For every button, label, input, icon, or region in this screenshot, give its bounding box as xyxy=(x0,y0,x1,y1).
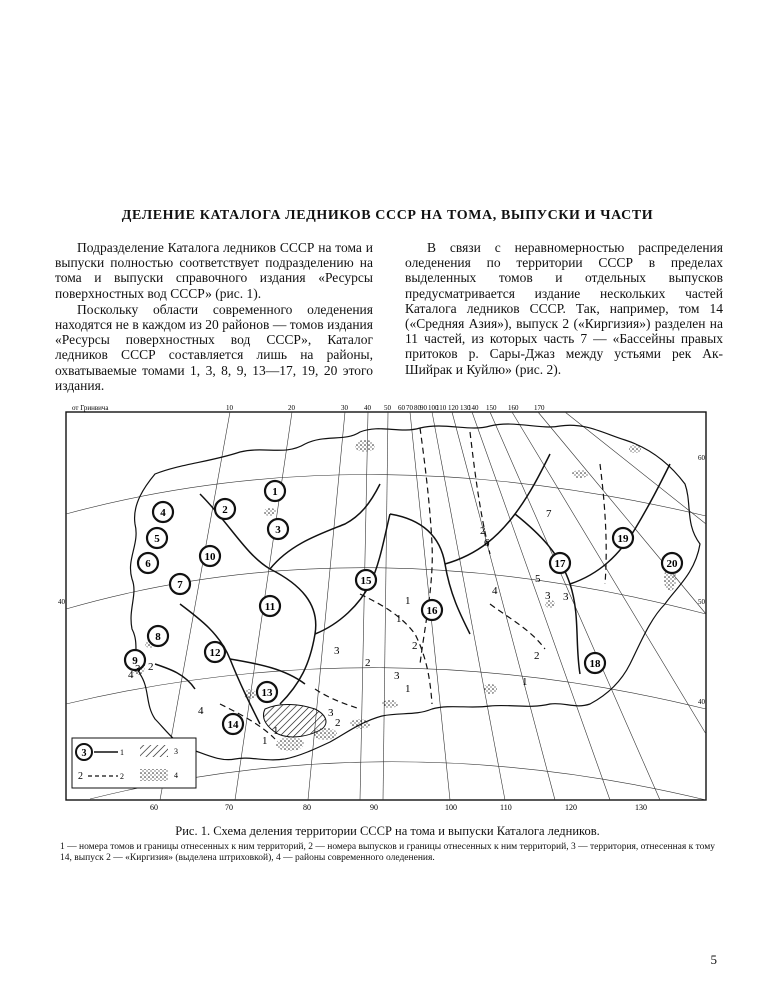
volume-number: 6 xyxy=(145,558,151,570)
issue-number: 3 xyxy=(334,645,340,657)
top-tick-label: 30 xyxy=(341,404,348,412)
issue-number: 2 xyxy=(534,650,540,662)
issue-number: 3 xyxy=(394,670,400,682)
left-column xyxy=(55,240,373,394)
top-tick-label: 50 xyxy=(384,404,391,412)
issue-number: 3 xyxy=(563,591,569,603)
issue-number: 3 xyxy=(135,663,141,675)
map-legend xyxy=(72,738,196,788)
issue-number: 7 xyxy=(546,508,552,520)
bottom-tick-label: 110 xyxy=(500,803,512,812)
legend-hatch-sample xyxy=(140,745,168,757)
volume-number: 15 xyxy=(360,575,372,587)
issue-number: 4 xyxy=(128,669,134,681)
page-number: 5 xyxy=(710,952,717,967)
issue-number: 2 xyxy=(148,661,154,673)
issue-number: 1 xyxy=(273,725,279,737)
issue-number: 2 xyxy=(480,525,486,537)
volume-number: 16 xyxy=(426,605,438,617)
volume-number: 10 xyxy=(204,551,216,563)
legend-issue-number: 2 xyxy=(78,771,83,782)
paragraph: В связи с неравномерностью распределения оледенения по территории СССР в пределах выделенных томов и отдельных выпусков предусматривается издание нескольких частей Каталога ледников СССР. Так, например, том 14 («Средняя Азия»), выпуск 2 («Киргизия») разделен на 11 частей, из которых часть 7 — «Бассейны правых притоков р. Сары-Джаз между устьями рек Ак-Шийрак и Куйлю» (рис. 2). xyxy=(405,240,723,377)
volume-number: 13 xyxy=(261,687,273,699)
legend-key-2: 2 xyxy=(120,772,124,781)
volume-number: 1 xyxy=(272,486,278,498)
legend-volume-number: 3 xyxy=(81,748,87,759)
top-tick-label: 40 xyxy=(364,404,371,412)
volume-number: 14 xyxy=(227,719,239,731)
bottom-tick-label: 70 xyxy=(225,803,233,812)
volume-number: 7 xyxy=(177,579,183,591)
bottom-tick-label: 100 xyxy=(445,803,457,812)
bottom-tick-label: 60 xyxy=(150,803,158,812)
volume-number: 4 xyxy=(160,507,166,519)
volume-number: 12 xyxy=(209,647,221,659)
bottom-tick-label: 130 xyxy=(635,803,647,812)
legend-dots-sample xyxy=(140,769,168,781)
figure-caption: Рис. 1. Схема деления территории СССР на тома и выпуски Каталога ледников. xyxy=(175,824,600,838)
top-tick-label: 90 xyxy=(420,404,427,412)
bottom-tick-label: 90 xyxy=(370,803,378,812)
issue-number: 2 xyxy=(412,640,418,652)
page-title: ДЕЛЕНИЕ КАТАЛОГА ЛЕДНИКОВ СССР НА ТОМА, ВЫПУСКИ И ЧАСТИ xyxy=(121,208,654,223)
issue-number: 5 xyxy=(535,573,541,585)
top-tick-label: 10 xyxy=(226,404,233,412)
issue-number: 6 xyxy=(484,537,490,549)
figure-legend-note: 1 — номера томов и границы отнесенных к ним территорий, 2 — номера выпусков и границы отнесенных к ним территорий, 3 — территория, отнесенная к тому 14, выпуск 2 — «Киргизия» (выделена штриховкой), 4 — районы современного оледенения. xyxy=(60,842,715,863)
top-tick-label: 120 xyxy=(448,404,459,412)
issue-number: 1 xyxy=(262,735,268,747)
issue-number: 3 xyxy=(328,707,334,719)
paragraph: Поскольку области современного оледенения находятся не в каждом из 20 районов — томов издания «Ресурсы поверхностных вод СССР», Каталог ледников СССР составляется лишь на районы, охватываемые томами 1, 3, 8, 9, 13—17, 19, 20 этого издания. xyxy=(55,301,373,393)
issue-number: 1 xyxy=(405,595,411,607)
issue-number: 1 xyxy=(405,683,411,695)
volume-number: 19 xyxy=(617,533,629,545)
top-tick-label: 60 xyxy=(398,404,405,412)
top-tick-label: 170 xyxy=(534,404,545,412)
right-tick-label: 40 xyxy=(698,698,705,706)
top-tick-label: 140 xyxy=(468,404,479,412)
volume-number: 3 xyxy=(275,524,281,536)
top-tick-label: 100 xyxy=(428,404,439,412)
volume-number: 18 xyxy=(589,658,601,670)
right-column xyxy=(405,240,723,378)
volume-number: 5 xyxy=(154,533,160,545)
top-tick-label: 130 xyxy=(460,404,471,412)
issue-number: 1 xyxy=(522,676,528,688)
issue-number: 1 xyxy=(396,613,402,625)
top-tick-label: 70 xyxy=(406,404,413,412)
volume-number: 20 xyxy=(666,558,678,570)
issue-number: 4 xyxy=(492,585,498,597)
volume-number: 17 xyxy=(554,558,566,570)
bottom-tick-label: 120 xyxy=(565,803,577,812)
issue-number: 4 xyxy=(198,705,204,717)
top-label: от Гринвича xyxy=(72,404,109,412)
legend-key-1: 1 xyxy=(120,748,124,757)
volume-number: 9 xyxy=(132,655,138,667)
issue-number: 2 xyxy=(365,657,371,669)
right-tick-label: 50 xyxy=(698,598,705,606)
top-tick-label: 20 xyxy=(288,404,295,412)
legend-key-4: 4 xyxy=(174,771,178,780)
top-tick-label: 150 xyxy=(486,404,497,412)
ussr-division-map xyxy=(60,404,710,816)
top-tick-label: 110 xyxy=(436,404,447,412)
top-tick-label: 80 xyxy=(414,404,421,412)
left-tick-label: 40 xyxy=(58,598,65,606)
right-tick-label: 60 xyxy=(698,454,705,462)
issue-number: 2 xyxy=(335,717,341,729)
legend-key-3: 3 xyxy=(174,747,178,756)
top-tick-label: 160 xyxy=(508,404,519,412)
paragraph: Подразделение Каталога ледников СССР на тома и выпуски полностью соответствует подразделению на тома и выпуски справочного издания «Ресурсы поверхностных вод СССР» (рис. 1). xyxy=(55,240,373,301)
volume-number: 2 xyxy=(222,504,228,516)
issue-number: 3 xyxy=(545,590,551,602)
volume-number: 8 xyxy=(155,631,161,643)
volume-number: 11 xyxy=(264,601,276,613)
bottom-tick-label: 80 xyxy=(303,803,311,812)
